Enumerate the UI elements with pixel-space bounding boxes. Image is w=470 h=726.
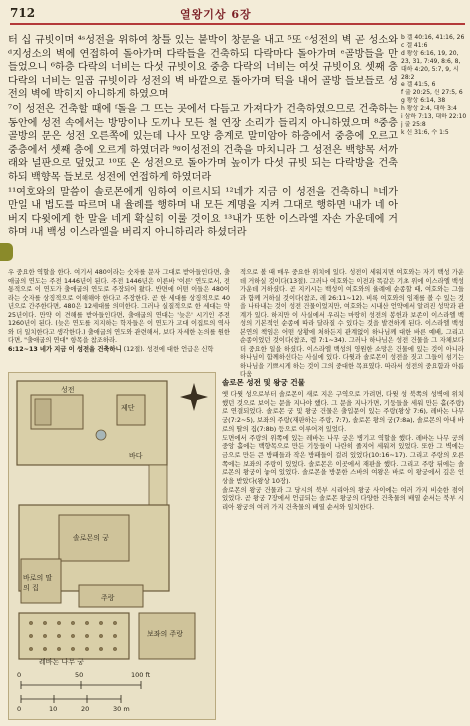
scale-ft-100: 100 ft	[131, 671, 151, 679]
commentary-notes	[8, 269, 464, 378]
commentary-text: 적으로 볼 때 매우 중요한 위치에 있다. 성전이 세워지면 여호와는 자기 백성 가운데 거하실 것이다(13절). 그러나 여호와는 이전과 똑같은 기초 위에 이스라엘 백성 가운데 거하셨다. 곧 지키시는 백성이 여호와의 율례에 순종할 때, 여호와는 그들과 함께 거하실 것이다(참조, 레 26:11~12). 비록 여호와의 임재를 볼 수 있는 것을 나타내는 것이 성전 건물이었지만, 여호와는 시내산 언약에서 알려진 성막과 관계가 있다. 하지만 이 사실에서 우리는 마땅히 성전의 봉헌과 보존이 이스라엘 백성의 기본적인 순종에 따라 달라질 수 있다는 것을 발견하게 된다. 이스라엘 백성 본연의 책임은 어떤 상황에 처하든지 관계없이 하나님께 대한 바른 예배, 그리고 순종이었던 것이다(참조, 렘 7:1~34). 그러나 하나님은 성전 건물을 그 자체보다 더 중요한 일을 하셨다. 이스라엘 백성의 영원한 소망은 건물에 있는 것이 아니라 하나님이 함께하신다는 사실에 있다. 다윗과 솔로몬이 성전을 짓고 그들이 섬기는 하나님을 기쁘시게 하는 것이 그의 중대한 목표였다. 따라서 성전의 중요함과 아름다움	[240, 269, 464, 378]
label-forest-house: 레바논 나무 궁	[39, 658, 85, 666]
cross-reference: f 출 20:25, 신 27:5, 6	[401, 89, 463, 97]
label-throne-hall: 보좌의 주랑	[147, 630, 184, 638]
scripture-text	[8, 34, 398, 241]
cross-reference: h 왕상 2:4, 대하 3:4	[401, 105, 457, 113]
scale-m-20: 20	[81, 705, 90, 713]
commentary-heading: 6:12~13 네가 지금 이 성전을 건축하니	[8, 345, 122, 353]
page-number: 712	[10, 6, 36, 20]
commentary-text: 우 중요한 역할을 한다. 여기서 480이라는 숫자를 문자 그대로 받아들인다면, 출애굽의 연도는 주전 1446년이 된다. 주전 1446년은 이른바 '이른' 연도로서, 전통적으로 이 연도가 출애굽의 연도로 주장되어 왔다. 반면에 어떤 이들은 480이라는 숫자를 상징적으로 이해해야 한다고 주장한다. 곧 한 세대를 상징적으로 40년으로 간주한다면, 480은 12세대를 의미한다. 그러나 실질적으로 한 세대는 약 25년이다. 만약 이 견해를 받아들인다면, 출애굽의 연대는 '늦은' 시기인 주전 1260년이 된다. (늦은 연도를 지지하는 학자들은 이 연도가 고대 이집트의 역사와 더 일치한다고 생각한다.) 출애굽의 연도와 관련해서, 보다 자세한 논의를 원한다면, "출애굽의 연대" 항목을 참조하라.	[8, 269, 230, 344]
label-temple: 성전	[61, 386, 75, 394]
label-sea: 바다	[129, 452, 143, 460]
cross-reference: d 왕상 6:16, 19, 20, 23, 31, 7:49, 8:6, 8, 대하 4:20, 5:7, 9, 시 28:2	[401, 49, 461, 81]
sea-basin	[96, 430, 106, 440]
cross-reference-column	[401, 34, 467, 137]
map-description-paragraph: 옛 다윗 성으로부터 솔로몬이 새로 지은 구역으로 가려면, 다윗 성 북쪽의 성벽에 위치했던 것으로 보이는 문을 지나야 했다. 그 문을 지나가면, 기둥들을 세워 만든 홀(주랑)로 연결되었다. 솔로몬 궁 및 왕궁 건물은 출입문이 있는 주랑(왕상 7:6), 레바논 나무 궁(7:2~5), 보좌의 주랑(재판하는 주랑, 7:7), 솔로몬 왕의 궁(7:8a), 솔로몬의 아내 바로의 딸의 집(7:8b) 등으로 이루어져 있었다.	[222, 390, 464, 433]
page-header	[10, 6, 462, 24]
commentary-text: (12절). 성전에 대한 언급은 신학	[123, 345, 214, 353]
temple-palace-plan	[8, 372, 216, 720]
cross-reference: e 겔 41:5, 6	[401, 81, 436, 89]
scale-m-0: 0	[17, 705, 22, 713]
cross-reference: c 겔 41:6	[401, 41, 428, 49]
cross-reference: i 삼하 7:13, 대하 22:10	[401, 113, 467, 121]
label-court: 주랑	[101, 594, 115, 602]
cross-reference: b 겔 40:16, 41:16, 26	[401, 34, 465, 41]
scripture-paragraph: ⁷이 성전은 건축할 때에 ᶠ돌을 그 뜨는 곳에서 다듬고 가져다가 건축하였으므로 건축하는 동안에 성전 속에서는 방망이나 도끼나 모든 철 연장 소리가 들리지 아니하였으며 ⁸중층 골방의 문은 성전 오른쪽에 있는데 나사 모양 층계로 말미암아 하층에서 중층에 오르고 중층에서 셋째 층에 오르게 하였더라 ⁹ᵍ이성전의 건축을 마치니라 그 성전은 백향목 서까래와 널판으로 덮었고 ¹⁰또 온 성전으로 돌아가며 높이가 다섯 규빗 되는 다락방을 건축하되 백향목 들보로 성전에 연접하게 하였더라	[8, 103, 398, 183]
scripture-paragraph: 터 십 규빗이며 ⁴ˢ성전을 위하여 창틀 있는 붙박이 창문을 내고 ⁵또 ᶜ성전의 벽 곧 성소와 ᵈ지성소의 벽에 연접하여 돌아가며 다락들을 건축하되 다락마다 돌아가며 ᵉ골방들을 만들었으니 ⁶하층 다락의 너비는 다섯 규빗이요 중층 다락의 너비는 여섯 규빗이요 셋째 층 다락의 너비는 일곱 규빗이라 성전의 벽 바깥으로 돌아가며 턱을 내어 골방 들보들로 성전의 벽에 박히지 아니하게 하였으며	[8, 35, 398, 101]
scale-bar	[21, 681, 141, 703]
cross-reference: k 신 31:6, 수 1:5	[401, 128, 449, 136]
scripture-paragraph: ¹¹여호와의 말씀이 솔로몬에게 임하여 이르시되 ¹²네가 지금 이 성전을 건축하니 ʰ네가 만일 내 법도를 따르며 내 율례를 행하며 내 모든 계명을 지켜 그대로 행하면 ⁱ내가 네 아버지 다윗에게 한 말을 네게 확실히 이룰 것이요 ¹³내가 또한 이스라엘 자손 가운데에 거하며 ʲ내 백성 이스라엘을 버리지 아니하리라 하셨더라	[8, 186, 398, 239]
label-pharaoh-house: 바로의 딸의 집	[23, 574, 53, 592]
map-description	[222, 390, 464, 512]
commentary-left-column	[8, 269, 230, 354]
label-altar: 제단	[121, 404, 135, 412]
compass-rose-icon	[180, 383, 208, 411]
cross-reference: j 출 25:8	[401, 120, 426, 128]
label-palace: 솔로몬의 궁	[73, 534, 110, 542]
scale-ft-50: 50	[75, 671, 84, 679]
map-title: 솔로몬 성전 및 왕궁 건물	[222, 378, 305, 387]
section-tab-icon	[0, 243, 13, 261]
header-rule	[10, 23, 465, 25]
commentary-right-column	[240, 269, 464, 380]
map-description-paragraph: 솔로몬의 왕궁 건물과 그 당시의 북부 시리아의 왕궁 사이에는 여러 가지 비슷한 점이 있었다. 곧 왕궁 7장에서 언급되는 솔로몬 왕궁의 다양한 건축물의 배열 순서는 북부 시리아 왕궁의 여러 가지 건축물의 배열 순서와 일치한다.	[222, 485, 464, 512]
scale-m-10: 10	[49, 705, 58, 713]
scale-ft-0: 0	[17, 671, 22, 679]
cross-reference: g 왕상 6:14, 38	[401, 97, 446, 105]
stairway	[149, 465, 167, 505]
floor-plan-drawing	[9, 373, 215, 719]
scale-m-30: 30 m	[113, 705, 130, 713]
map-description-paragraph: 도면에서 주랑의 위쪽에 있는 레바논 나무 궁은 병기고 역할을 했다. 레바논 나무 궁의 중앙 홀에는 백향목으로 만든 기둥들이 나란히 줄지어 세워져 있었다. 또한 그 벽에는 금으로 만든 큰 방패들과 작은 방패들이 걸려 있었다(10:16~17). 그리고 주랑의 오른쪽에는 보좌의 주랑이 있었다. 솔로몬은 이곳에서 재판을 했다. 그리고 주랑 뒤에는 솔로몬의 왕궁이 놓여 있었다. 솔로몬을 방문한 스바의 여왕은 바로 이 왕궁에서 깊은 인상을 받았다(왕상 10장).	[222, 433, 464, 486]
holy-of-holies	[35, 399, 51, 425]
chapter-title: 열왕기상 6장	[180, 8, 252, 21]
